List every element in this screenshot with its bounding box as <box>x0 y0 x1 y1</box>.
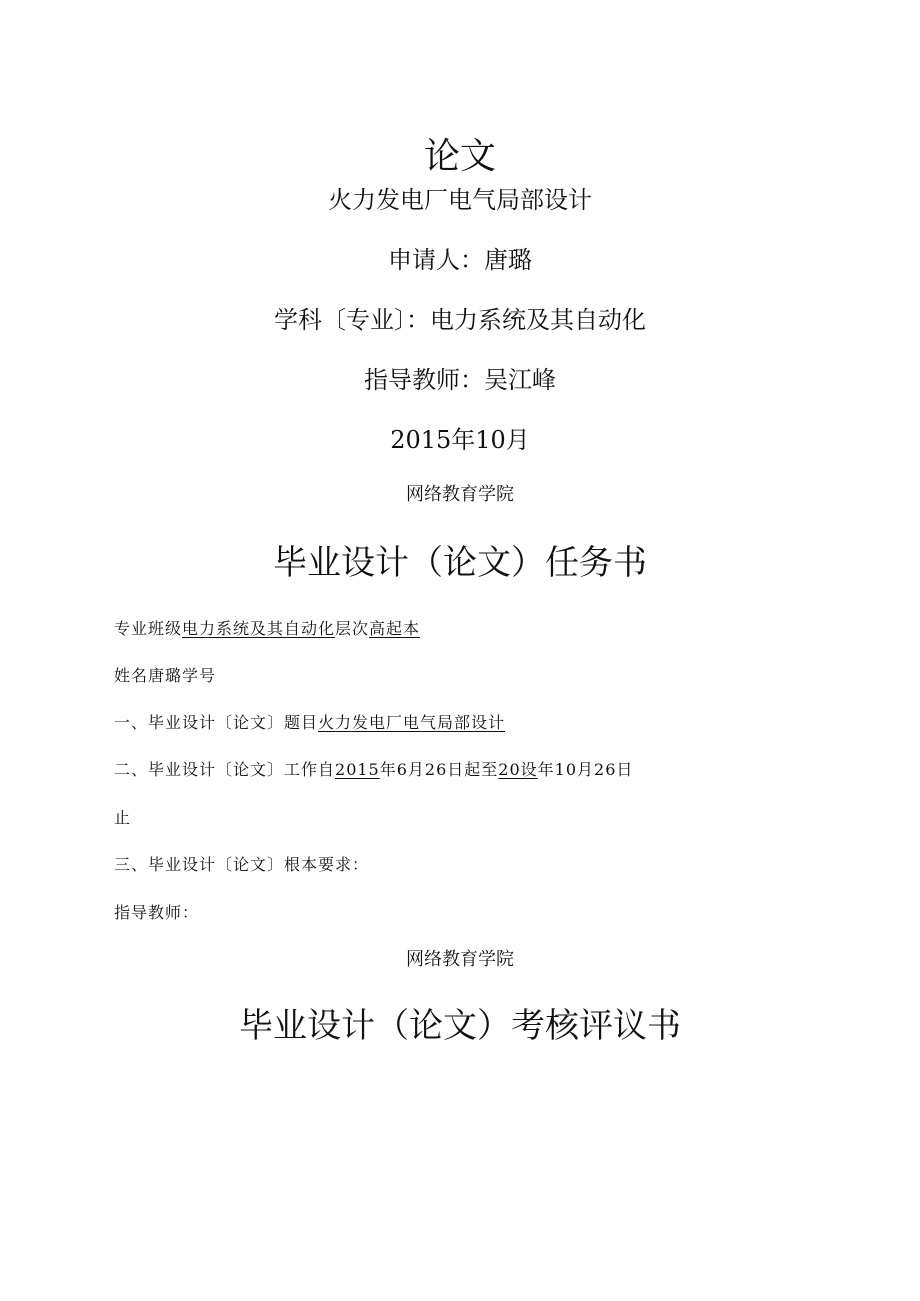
cover-applicant: 申请人：唐璐 <box>388 246 532 274</box>
cover-topic: 火力发电厂电气局部设计 <box>328 186 592 214</box>
level-value: 高起本 <box>369 619 421 638</box>
major-class-row <box>114 616 420 639</box>
period-start-year: 2015 <box>335 760 380 779</box>
period-end-year: 20设 <box>498 760 538 779</box>
cover-title: 论文 <box>423 136 496 177</box>
topic-row <box>114 710 505 733</box>
task-book-title: 毕业设计（论文）任务书 <box>273 543 647 583</box>
cover-advisor: 指导教师：吴江峰 <box>364 366 556 394</box>
major-value: 电力系统及其自动化 <box>182 619 336 638</box>
requirements-row: 三、毕业设计〔论文〕根本要求： <box>114 855 370 874</box>
school-name-2: 网络教育学院 <box>406 949 514 970</box>
topic-label: 一、毕业设计〔论文〕题目 <box>114 713 319 732</box>
name-row: 姓名唐璐学号 <box>114 666 217 685</box>
level-label: 层次 <box>335 619 370 638</box>
period-prefix: 二、毕业设计〔论文〕工作自 <box>114 760 336 779</box>
school-name: 网络教育学院 <box>406 484 514 505</box>
period-suffix: 年10月26日 <box>537 760 634 779</box>
work-period-end: 止 <box>114 808 132 827</box>
topic-value: 火力发电厂电气局部设计 <box>318 713 506 732</box>
work-period-row <box>114 757 633 780</box>
cover-date: 2015年10月 <box>390 426 530 454</box>
review-book-title: 毕业设计（论文）考核评议书 <box>239 1006 681 1046</box>
period-middle: 年6月26日起至 <box>379 760 499 779</box>
advisor-row: 指导教师： <box>114 903 200 922</box>
major-label: 专业班级 <box>114 619 183 638</box>
cover-major: 学科〔专业〕：电力系统及其自动化 <box>274 306 646 334</box>
